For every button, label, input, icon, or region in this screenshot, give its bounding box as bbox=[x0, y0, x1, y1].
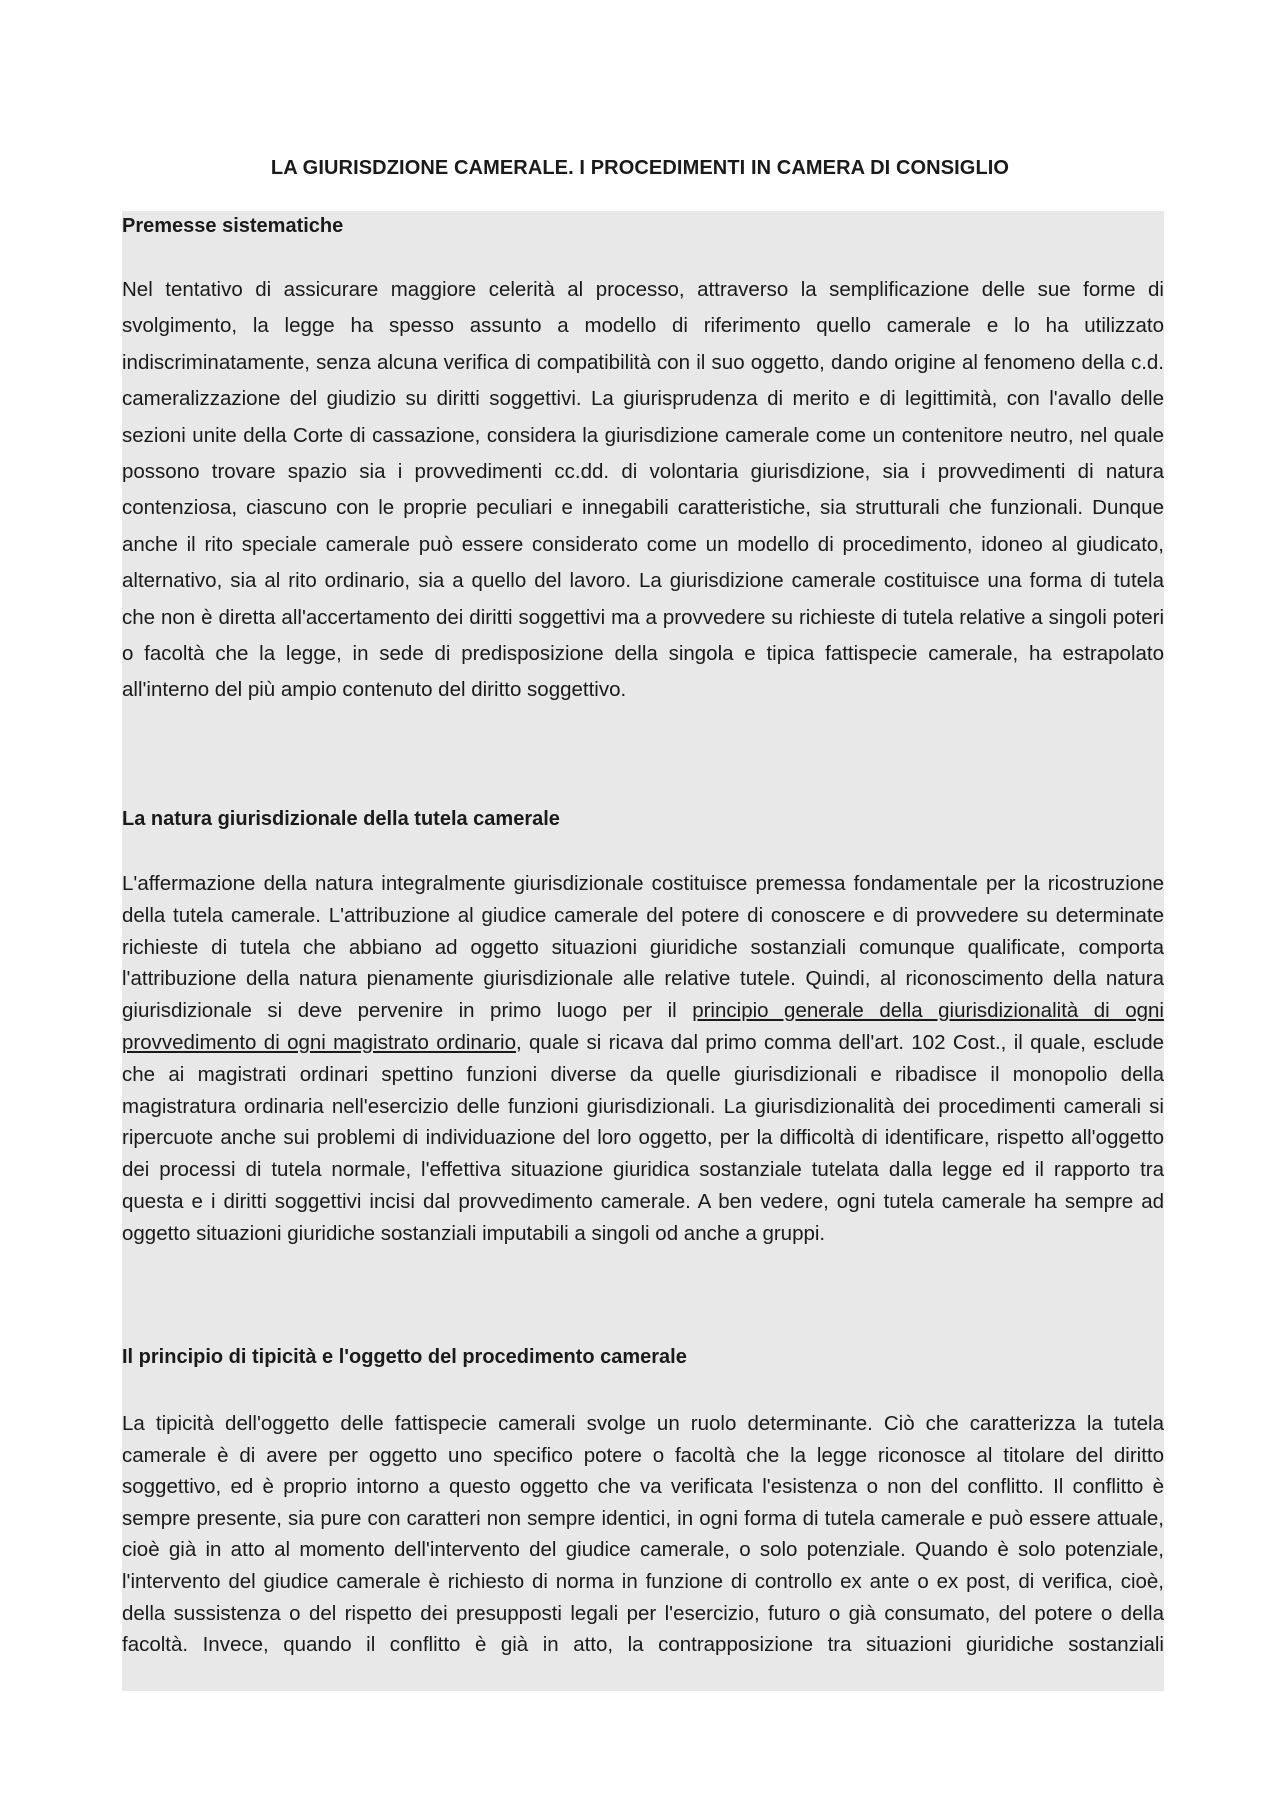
paragraph-text-after: , quale si ricava dal primo comma dell'art. 102 Cost., il quale, esclude che ai magistrati ordinari spettino funzioni diverse da quelle giurisdizionali e ribadisce il monopolio della magistratura ordinaria nell'esercizio delle funzioni giurisdizionali. La giurisdizionalità dei procedimenti camerali si ripercuote anche sui problemi di individuazione del loro oggetto, per la difficoltà di identificare, rispetto all'oggetto dei processi di tutela normale, l'effettiva situazione giuridica sostanziale tutelata dalla legge ed il rapporto tra questa e i diritti soggettivi incisi dal provvedimento camerale. A ben vedere, ogni tutela camerale ha sempre ad oggetto situazioni giuridiche sostanziali imputabili a singoli od anche a gruppi. bbox=[122, 1030, 1164, 1245]
section-heading-premesse: Premesse sistematiche bbox=[122, 215, 344, 237]
paragraph-text-before: L'affermazione della natura integralmente giurisdizionale costituisce premessa fondamentale per la ricostruzione della tutela camerale. L'attribuzione al giudice camerale del potere di conoscere e di provvedere su determinate richieste di tutela che abbiano ad oggetto situazioni giuridiche sostanziali comunque qualificate, comporta l'attribuzione della natura pienamente giurisdizionale alle relative tutele. Quindi, al riconoscimento della natura giurisdizionale si deve pervenire in primo luogo per il bbox=[122, 872, 1164, 1023]
section-paragraph-natura bbox=[122, 868, 1164, 1250]
underlined-principle-text: principio generale della giurisdizionalità di ogni provvedimento di ogni magistrato ordinario bbox=[122, 999, 1164, 1054]
section-heading-natura: La natura giurisdizionale della tutela camerale bbox=[122, 808, 560, 830]
section-heading-tipicita: Il principio di tipicità e l'oggetto del procedimento camerale bbox=[122, 1346, 687, 1368]
document-title: LA GIURISDZIONE CAMERALE. I PROCEDIMENTI IN CAMERA DI CONSIGLIO bbox=[270, 157, 1010, 179]
section-paragraph-premesse: Nel tentativo di assicurare maggiore celerità al processo, attraverso la semplificazione delle sue forme di svolgimento, la legge ha spesso assunto a modello di riferimento quello camerale e lo ha utilizzato indiscriminatamente, senza alcuna verifica di compatibilità con il suo oggetto, dando origine al fenomeno della c.d. cameralizzazione del giudizio su diritti soggettivi. La giurisprudenza di merito e di legittimità, con l'avallo delle sezioni unite della Corte di cassazione, considera la giurisdizione camerale come un contenitore neutro, nel quale possono trovare spazio sia i provvedimenti cc.dd. di volontaria giurisdizione, sia i provvedimenti di natura contenziosa, ciascuno con le proprie peculiari e innegabili caratteristiche, sia strutturali che funzionali. Dunque anche il rito speciale camerale può essere considerato come un modello di procedimento, idoneo al giudicato, alternativo, sia al rito ordinario, sia a quello del lavoro. La giurisdizione camerale costituisce una forma di tutela che non è diretta all'accertamento dei diritti soggettivi ma a provvedere su richieste di tutela relative a singoli poteri o facoltà che la legge, in sede di predisposizione della singola e tipica fattispecie camerale, ha estrapolato all'interno del più ampio contenuto del diritto soggettivo. bbox=[122, 278, 1164, 702]
section-paragraph-tipicita: La tipicità dell'oggetto delle fattispecie camerali svolge un ruolo determinante. Ciò che caratterizza la tutela camerale è di avere per oggetto uno specifico potere o facoltà che la legge riconosce al titolare del diritto soggettivo, ed è proprio intorno a questo oggetto che va verificata l'esistenza o non del conflitto. Il conflitto è sempre presente, sia pure con caratteri non sempre identici, in ogni forma di tutela camerale e può essere attuale, cioè già in atto al momento dell'intervento del giudice camerale, o solo potenziale. Quando è solo potenziale, l'intervento del giudice camerale è richiesto di norma in funzione di controllo ex ante o ex post, di verifica, cioè, della sussistenza o del rispetto dei presupposti legali per l'esercizio, futuro o già consumato, del potere o della facoltà. Invece, quando il conflitto è già in atto, la contrapposizione tra situazioni giuridiche sostanziali bbox=[122, 1412, 1164, 1657]
